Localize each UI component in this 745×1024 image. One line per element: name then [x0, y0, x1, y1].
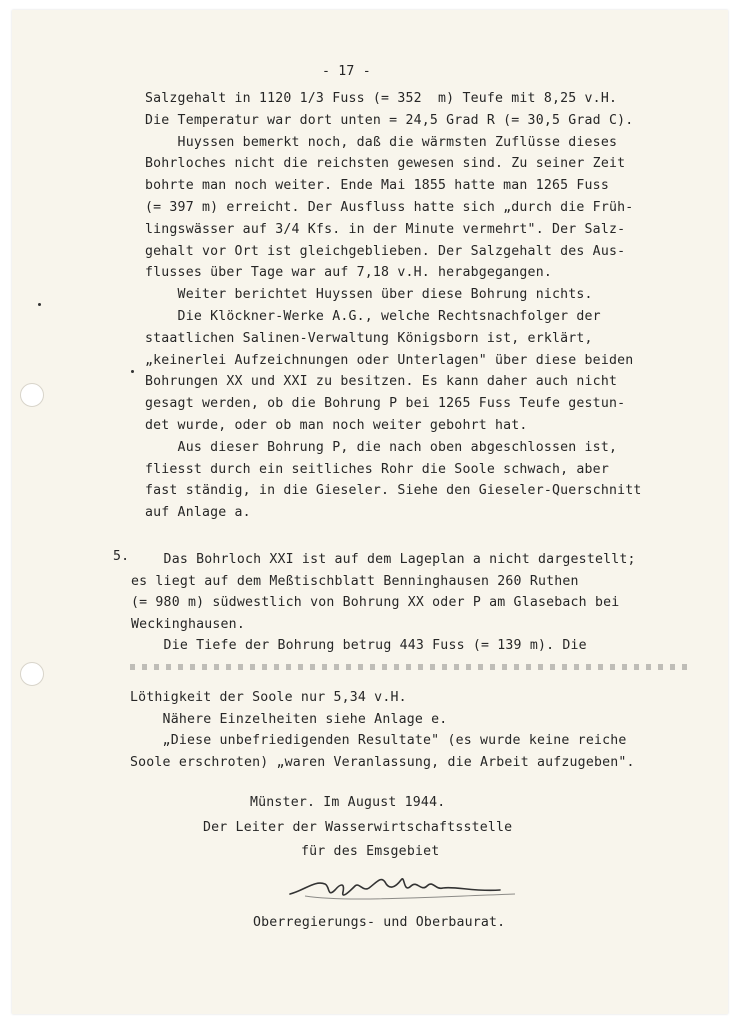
section-number: 5. — [113, 549, 130, 564]
text-line: Aus dieser Bohrung P, die nach oben abgeschlossen ist, — [145, 439, 618, 455]
text-line: bohrte man noch weiter. Ende Mai 1855 hatte man 1265 Fuss — [145, 178, 609, 194]
text-line: Soole erschroten) „waren Veranlassung, die Arbeit aufzugeben". — [130, 754, 635, 770]
text-line: „Diese unbefriedigenden Resultate" (es wurde keine reiche — [130, 733, 627, 748]
page-number: - 17 - — [322, 64, 371, 79]
office-line-2: für des Emsgebiet — [301, 844, 440, 859]
text-line: staatlichen Salinen-Verwaltung Königsborn ist, erklärt, — [145, 330, 593, 346]
text-line: Bohrloches nicht die reichsten gewesen sind. Zu seiner Zeit — [145, 156, 626, 172]
handwritten-signature — [285, 868, 525, 908]
text-line: auf Anlage a. — [145, 505, 251, 521]
punch-hole-top — [20, 383, 44, 407]
text-line: (= 397 m) erreicht. Der Ausfluss hatte sich „durch die Früh- — [145, 200, 634, 215]
text-line: fast ständig, in die Gieseler. Siehe den Gieseler-Querschnitt — [145, 483, 642, 499]
text-line: Die Tiefe der Bohrung betrug 443 Fuss (= 139 m). Die — [131, 638, 587, 654]
text-line: Weckinghausen. — [131, 616, 245, 632]
place-date: Münster. Im August 1944. — [250, 795, 446, 810]
text-line: Löthigkeit der Soole nur 5,34 v.H. — [130, 690, 407, 705]
text-line: Weiter berichtet Huyssen über diese Bohrung nichts. — [145, 287, 593, 303]
text-line: flusses über Tage war auf 7,18 v.H. herabgegangen. — [145, 265, 552, 281]
punch-hole-bottom — [20, 662, 44, 686]
text-line: Die Klöckner-Werke A.G., welche Rechtsnachfolger der — [145, 309, 601, 324]
text-line: fliesst durch ein seitliches Rohr die Soole schwach, aber — [145, 461, 609, 477]
signatory-title: Oberregierungs- und Oberbaurat. — [253, 915, 506, 930]
cut-off-line — [130, 664, 690, 670]
text-line: Salzgehalt in 1120 1/3 Fuss (= 352 m) Teufe mit 8,25 v.H. — [145, 91, 618, 106]
text-line: (= 980 m) südwestlich von Bohrung XX oder P am Glasebach bei — [131, 595, 620, 611]
text-line: „keinerlei Aufzeichnungen oder Unterlagen" über diese beiden — [145, 352, 634, 368]
text-line: gesagt werden, ob die Bohrung P bei 1265 Fuss Teufe gestun- — [145, 396, 626, 412]
text-line: gehalt vor Ort ist gleichgeblieben. Der Salzgehalt des Aus- — [145, 243, 626, 259]
text-line: es liegt auf dem Meßtischblatt Benninghausen 260 Ruthen — [131, 573, 579, 589]
text-line: Die Temperatur war dort unten = 24,5 Grad R (= 30,5 Grad C). — [145, 112, 634, 128]
margin-mark — [131, 370, 134, 373]
text-line: det wurde, oder ob man noch weiter gebohrt hat. — [145, 418, 528, 433]
text-line: Bohrungen XX und XXI zu besitzen. Es kann daher auch nicht — [145, 374, 618, 390]
text-line: Das Bohrloch XXI ist auf dem Lageplan a nicht dargestellt; — [131, 552, 636, 567]
office-line-1: Der Leiter der Wasserwirtschaftsstelle — [203, 820, 513, 835]
text-line: lingswässer auf 3/4 Kfs. in der Minute vermehrt". Der Salz- — [145, 221, 626, 237]
text-line: Nähere Einzelheiten siehe Anlage e. — [130, 711, 448, 727]
text-line: Huyssen bemerkt noch, daß die wärmsten Zuflüsse dieses — [145, 134, 618, 150]
margin-mark — [38, 303, 41, 306]
